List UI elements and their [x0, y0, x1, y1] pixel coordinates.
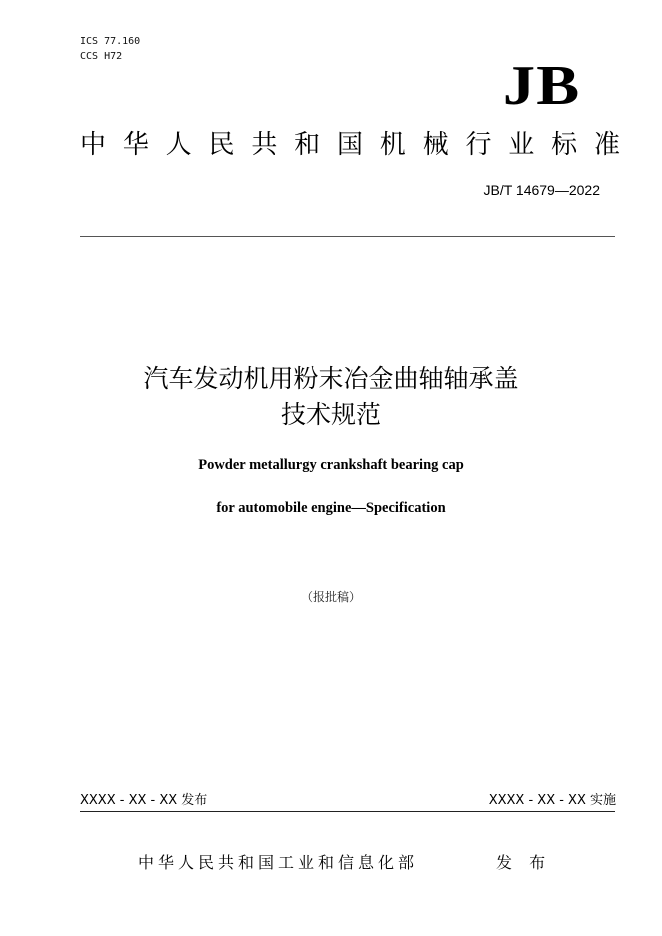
issue-date: XXXX - XX - XX 发布 [80, 793, 208, 808]
standard-type-char: 业 [508, 130, 535, 160]
standard-type-char: 行 [465, 130, 492, 160]
ics-code: ICS 77.160 [80, 36, 141, 47]
standard-type-char: 共 [251, 130, 278, 160]
implement-date: XXXX - XX - XX 实施 [488, 793, 616, 808]
standard-type-char: 械 [422, 130, 449, 160]
title-en-line1: Powder metallurgy crankshaft bearing cap [198, 457, 464, 473]
standard-type-char: 民 [208, 130, 235, 160]
draft-note: （报批稿） [300, 590, 361, 604]
standard-type-char: 标 [551, 130, 578, 160]
bottom-divider [80, 811, 615, 812]
title-cn-line1: 汽车发动机用粉末冶金曲轴轴承盖 [143, 364, 519, 393]
title-en-line2: for automobile engine—Specification [216, 500, 446, 516]
title-cn-line2: 技术规范 [280, 400, 381, 429]
standard-type-char: 华 [122, 130, 149, 160]
standard-type-char: 国 [336, 130, 363, 160]
issuing-authority: 中华人民共和国工业和信息化部 [138, 853, 419, 872]
ccs-code: CCS H72 [80, 51, 123, 62]
standard-type-char: 人 [165, 130, 192, 160]
standard-type-char: 和 [294, 130, 321, 160]
standard-type-char: 机 [379, 130, 406, 160]
standard-type-char: 准 [593, 130, 620, 160]
top-divider [80, 236, 615, 237]
publish-label: 发 布 [496, 853, 552, 872]
classification-codes [80, 34, 140, 64]
standard-type-char: 中 [80, 130, 107, 160]
standard-type-title [80, 128, 620, 162]
jb-logo: JB [502, 55, 580, 117]
standard-number: JB/T 14679—2022 [483, 182, 600, 198]
